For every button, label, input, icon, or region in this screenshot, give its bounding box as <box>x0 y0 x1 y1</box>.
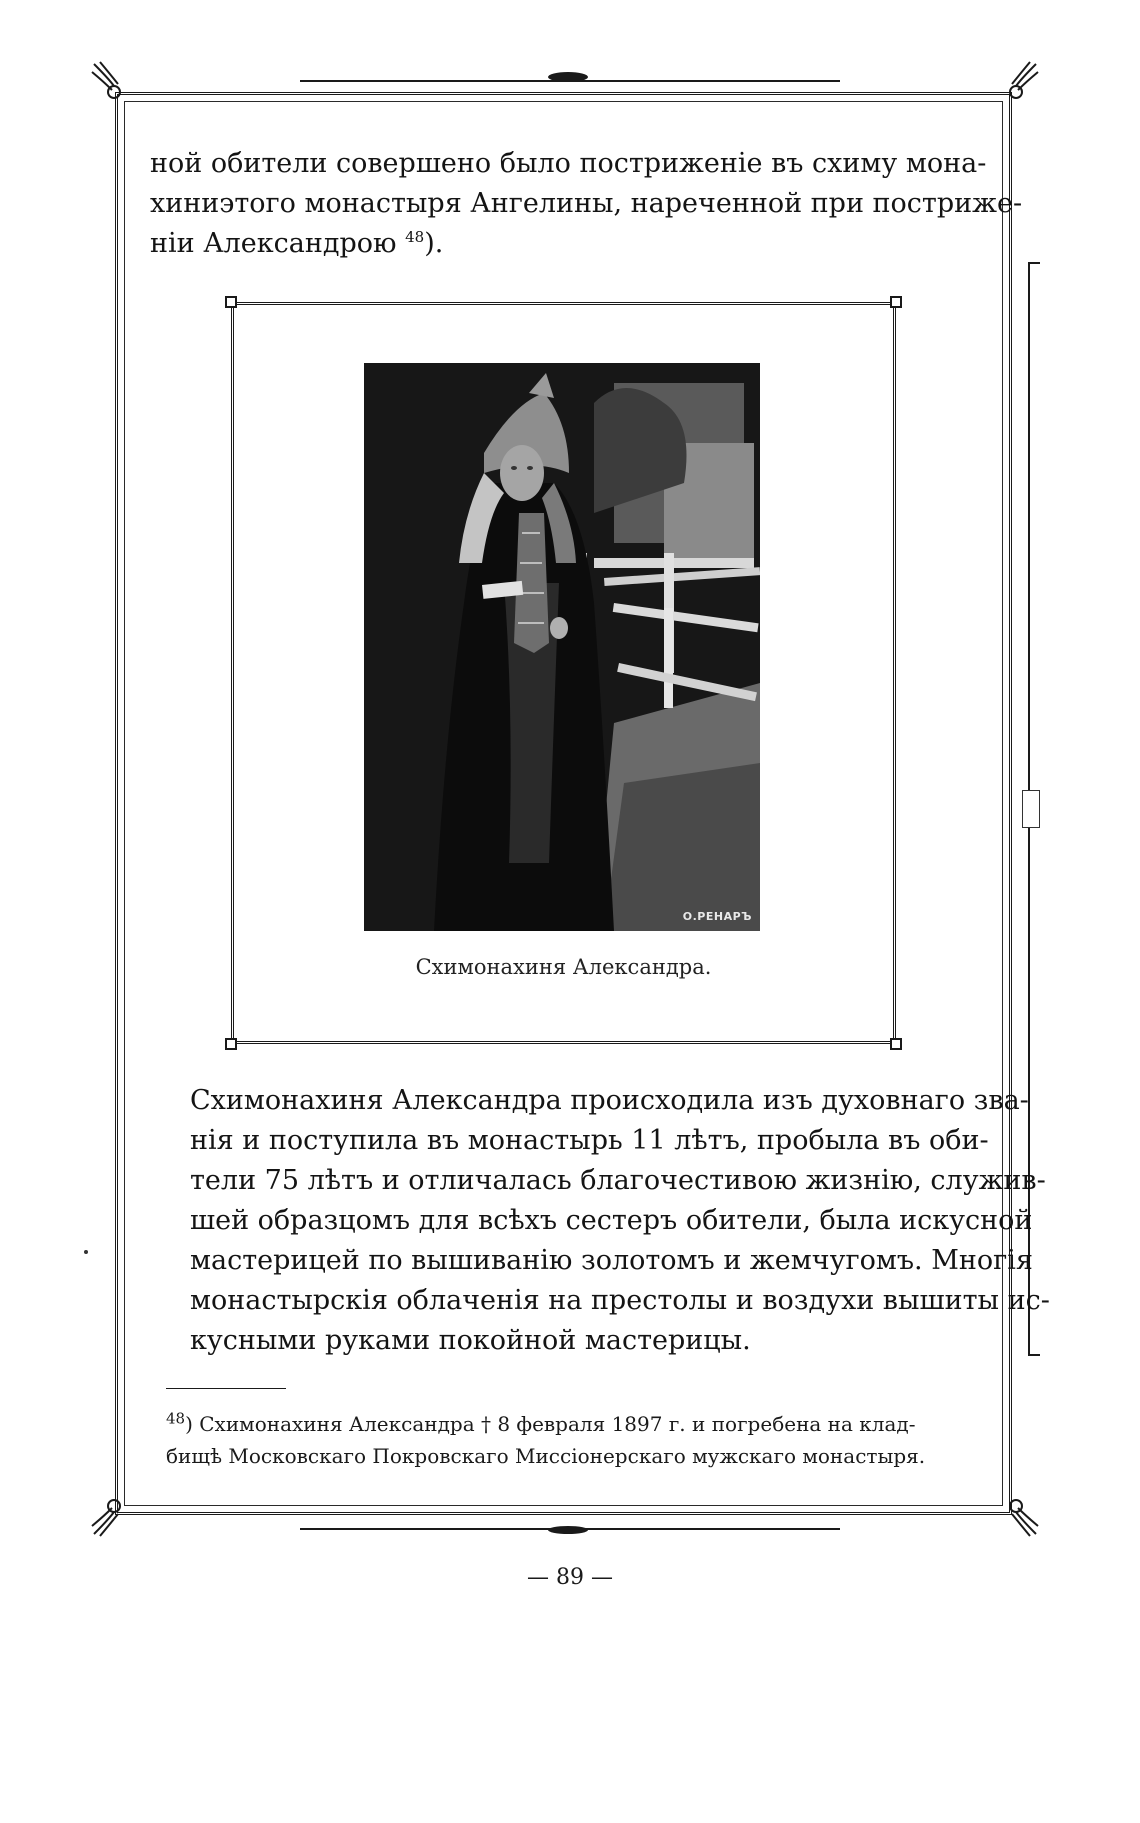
main-paragraph-line: монастырскія облаченія на престолы и воздухи вышиты ис- <box>190 1285 1050 1316</box>
footnote <box>166 1408 966 1472</box>
top-paragraph-line: хиниэтого монастыря Ангелины, нареченной при постриже- <box>150 188 1023 219</box>
portrait-photograph <box>364 363 760 931</box>
top-paragraph <box>150 144 1023 264</box>
photographer-signature: О.РЕНАРЪ <box>682 910 752 923</box>
main-paragraph-line: тели 75 лѣтъ и отличалась благочестивою жизнію, служив- <box>190 1165 1046 1196</box>
main-paragraph-line: мастерицей по вышиванію золотомъ и жемчугомъ. Многія <box>190 1245 1033 1276</box>
margin-speck <box>84 1250 88 1254</box>
main-paragraph-line: кусными руками покойной мастерицы. <box>190 1325 751 1356</box>
footnote-divider <box>166 1388 286 1389</box>
main-paragraph-line: Схимонахиня Александра происходила изъ духовнаго зва- <box>190 1085 1029 1116</box>
top-ornament-center <box>548 72 588 82</box>
footnote-text: ) Схимонахиня Александра † 8 февраля 1897 г. и погребена на клад- <box>185 1412 916 1436</box>
bottom-ornament-center <box>548 1526 588 1534</box>
photo-caption: Схимонахиня Александра. <box>415 955 712 979</box>
margin-stamp <box>1022 790 1040 828</box>
frame-corner-knob <box>890 296 902 308</box>
footnote-reference: 48 <box>405 228 425 246</box>
portrait-image <box>364 363 760 931</box>
corner-ornament-top-left <box>90 60 130 100</box>
corner-ornament-bottom-left <box>90 1498 130 1538</box>
footnote-line: бищѣ Московскаго Покровскаго Миссіонерскаго мужскаго монастыря. <box>166 1444 926 1468</box>
main-paragraph-line: нія и поступила въ монастырь 11 лѣтъ, пробыла въ оби- <box>190 1125 989 1156</box>
top-paragraph-text: ніи Александрою <box>150 228 397 259</box>
top-paragraph-line <box>150 224 970 264</box>
corner-ornament-top-right <box>1000 60 1040 100</box>
top-paragraph-end: ). <box>424 228 444 259</box>
frame-corner-knob <box>225 296 237 308</box>
page-number: — 89 — <box>527 1565 613 1590</box>
frame-corner-knob <box>890 1038 902 1050</box>
top-paragraph-line: ной обители совершено было постриженіе въ схиму мона- <box>150 148 987 179</box>
footnote-line <box>166 1408 966 1440</box>
main-paragraph-line: шей образцомъ для всѣхъ сестеръ обители, была искусной <box>190 1205 1033 1236</box>
main-paragraph <box>150 1081 1050 1361</box>
footnote-number: 48 <box>166 1409 186 1428</box>
frame-corner-knob <box>225 1038 237 1050</box>
corner-ornament-bottom-right <box>1000 1498 1040 1538</box>
